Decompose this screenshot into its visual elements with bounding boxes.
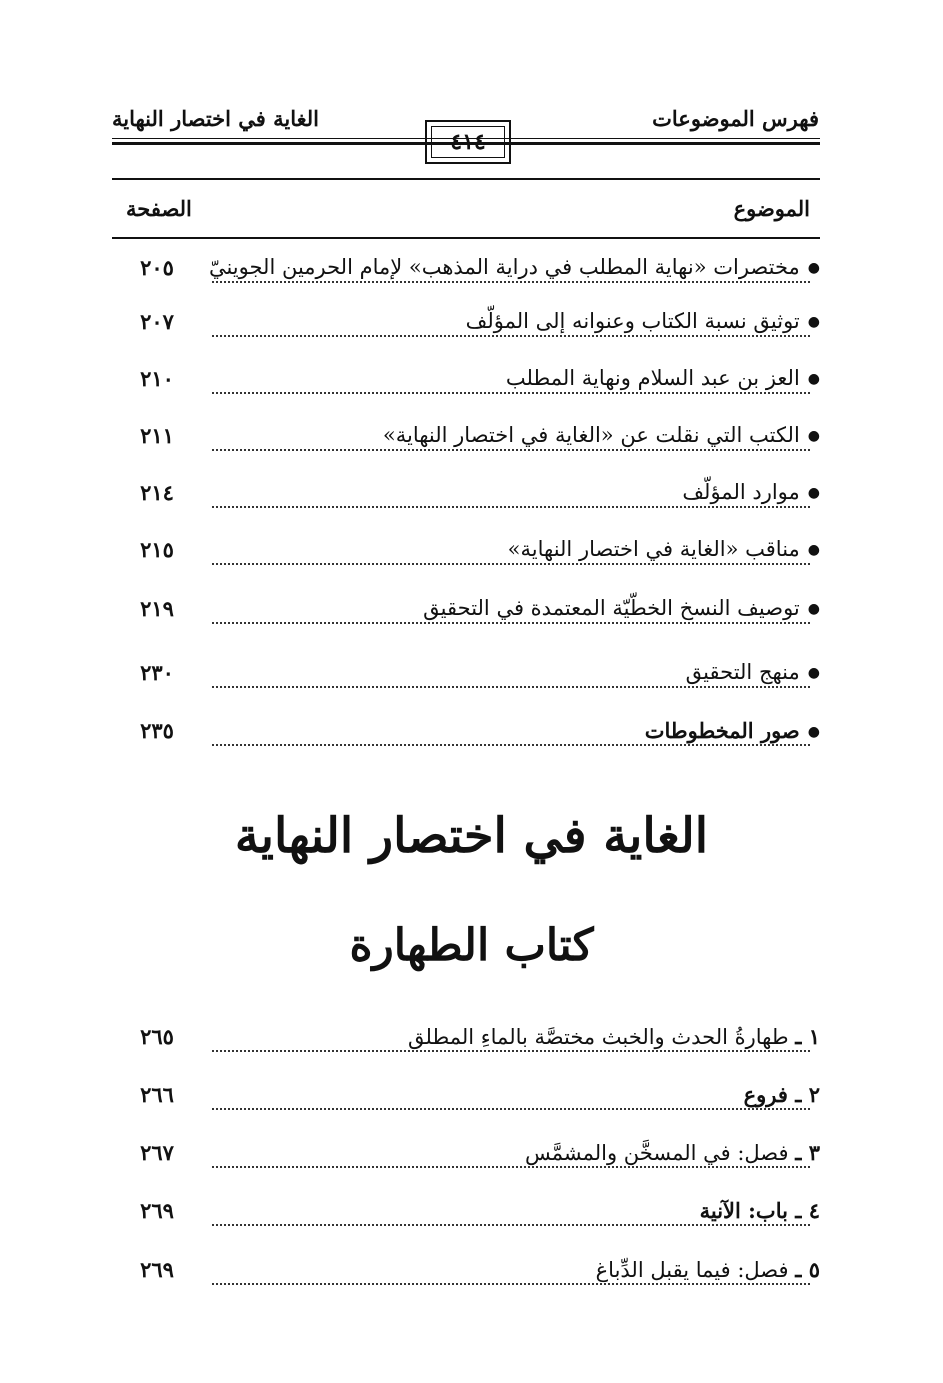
leader-dots	[212, 449, 810, 451]
toc-entry[interactable]	[112, 480, 820, 520]
toc-entry-page: ٢١٠	[140, 366, 174, 391]
running-header-section: فهرس الموضوعات	[652, 106, 819, 131]
leader-dots	[212, 1050, 810, 1052]
running-header-book: الغاية في اختصار النهاية	[112, 106, 319, 131]
toc-entry-page: ٢٦٩	[140, 1198, 174, 1223]
toc-entry[interactable]	[112, 537, 820, 577]
toc-entry[interactable]	[112, 660, 820, 700]
toc-entry-page: ٢٣٥	[140, 718, 174, 743]
toc-entry-page: ٢١٤	[140, 480, 174, 505]
header-rule-thick	[112, 142, 820, 145]
leader-dots	[212, 622, 810, 624]
toc-entry-page: ٢٦٩	[140, 1257, 174, 1282]
entry-number: ٥ ـ	[795, 1257, 820, 1282]
toc-entry-title: توثيق نسبة الكتاب وعنوانه إلى المؤلّف	[465, 309, 800, 333]
book-title-calligraphy: الغاية في اختصار النهاية	[234, 808, 709, 864]
columns-rule	[112, 237, 820, 239]
toc-entry-page: ٢٦٥	[140, 1024, 174, 1049]
toc-entry-title: العز بن عبد السلام ونهاية المطلب	[505, 366, 800, 390]
toc-entry-title: فروع	[743, 1082, 788, 1107]
toc-entry[interactable]	[112, 596, 820, 636]
toc-entry-page: ٢١٩	[140, 596, 174, 621]
toc-entry-title: موارد المؤلّف	[682, 480, 800, 504]
entry-number: ٢ ـ	[795, 1082, 820, 1107]
toc-entry-title: مختصرات «نهاية المطلب في دراية المذهب» لإمام الحرمين الجوينيّ	[208, 255, 800, 279]
bullet-icon: ●	[807, 542, 820, 558]
toc-entry[interactable]	[112, 1257, 820, 1297]
leader-dots	[212, 335, 810, 337]
toc-entry-page: ٢١١	[140, 423, 174, 448]
leader-dots	[212, 1283, 810, 1285]
bullet-icon: ●	[807, 724, 820, 740]
bullet-icon: ●	[807, 428, 820, 444]
entry-number: ١ ـ	[795, 1024, 820, 1049]
entry-number: ٤ ـ	[795, 1198, 820, 1223]
leader-dots	[212, 1224, 810, 1226]
toc-entry-title: مناقب «الغاية في اختصار النهاية»	[507, 537, 800, 561]
leader-dots	[212, 686, 810, 688]
bullet-icon: ●	[807, 371, 820, 387]
column-topic-heading: الموضوع	[733, 196, 810, 221]
bullet-icon: ●	[807, 260, 820, 276]
toc-entry-title: توصيف النسخ الخطّيّة المعتمدة في التحقيق	[423, 596, 800, 620]
bullet-icon: ●	[807, 601, 820, 617]
header-bottom-rule	[112, 178, 820, 180]
leader-dots	[212, 392, 810, 394]
column-page-heading: الصفحة	[126, 196, 192, 221]
toc-entry-title: طهارةُ الحدث والخبث مختصَّة بالماءِ المطلق	[408, 1025, 789, 1049]
toc-entry-page: ٢٠٥	[140, 255, 174, 280]
toc-entry[interactable]	[112, 1082, 820, 1122]
toc-entry[interactable]	[112, 309, 820, 349]
toc-entry[interactable]	[112, 1140, 820, 1180]
toc-entry[interactable]	[112, 1024, 820, 1064]
toc-entry-page: ٢١٥	[140, 537, 174, 562]
toc-entry-page: ٢٣٠	[140, 660, 174, 685]
leader-dots	[212, 1108, 810, 1110]
toc-entry-title: صور المخطوطات	[644, 718, 800, 743]
bullet-icon: ●	[807, 485, 820, 501]
toc-entry-title: فصل: فيما يقبل الدِّباغ	[595, 1258, 789, 1282]
entry-number: ٣ ـ	[795, 1140, 820, 1165]
toc-entry-title: منهج التحقيق	[685, 660, 800, 684]
toc-entry[interactable]	[112, 255, 820, 295]
leader-dots	[212, 563, 810, 565]
toc-entry-page: ٢٦٦	[140, 1082, 174, 1107]
leader-dots	[212, 744, 810, 746]
toc-entry[interactable]	[112, 423, 820, 463]
leader-dots	[212, 281, 810, 283]
toc-entry-page: ٢٦٧	[140, 1140, 174, 1165]
bullet-icon: ●	[807, 665, 820, 681]
toc-entry-title: فصل: في المسخَّن والمشمَّس	[524, 1141, 789, 1165]
leader-dots	[212, 506, 810, 508]
toc-entry[interactable]	[112, 718, 820, 758]
bullet-icon: ●	[807, 314, 820, 330]
toc-entry[interactable]	[112, 366, 820, 406]
header-rule-thin	[112, 138, 820, 139]
toc-entry[interactable]	[112, 1198, 820, 1238]
toc-entry-title: باب: الآنية	[699, 1198, 788, 1223]
toc-entry-title: الكتب التي نقلت عن «الغاية في اختصار النهاية»	[382, 423, 800, 447]
toc-entry-page: ٢٠٧	[140, 309, 174, 334]
leader-dots	[212, 1166, 810, 1168]
chapter-title-calligraphy: كتاب الطهارة	[349, 920, 594, 971]
